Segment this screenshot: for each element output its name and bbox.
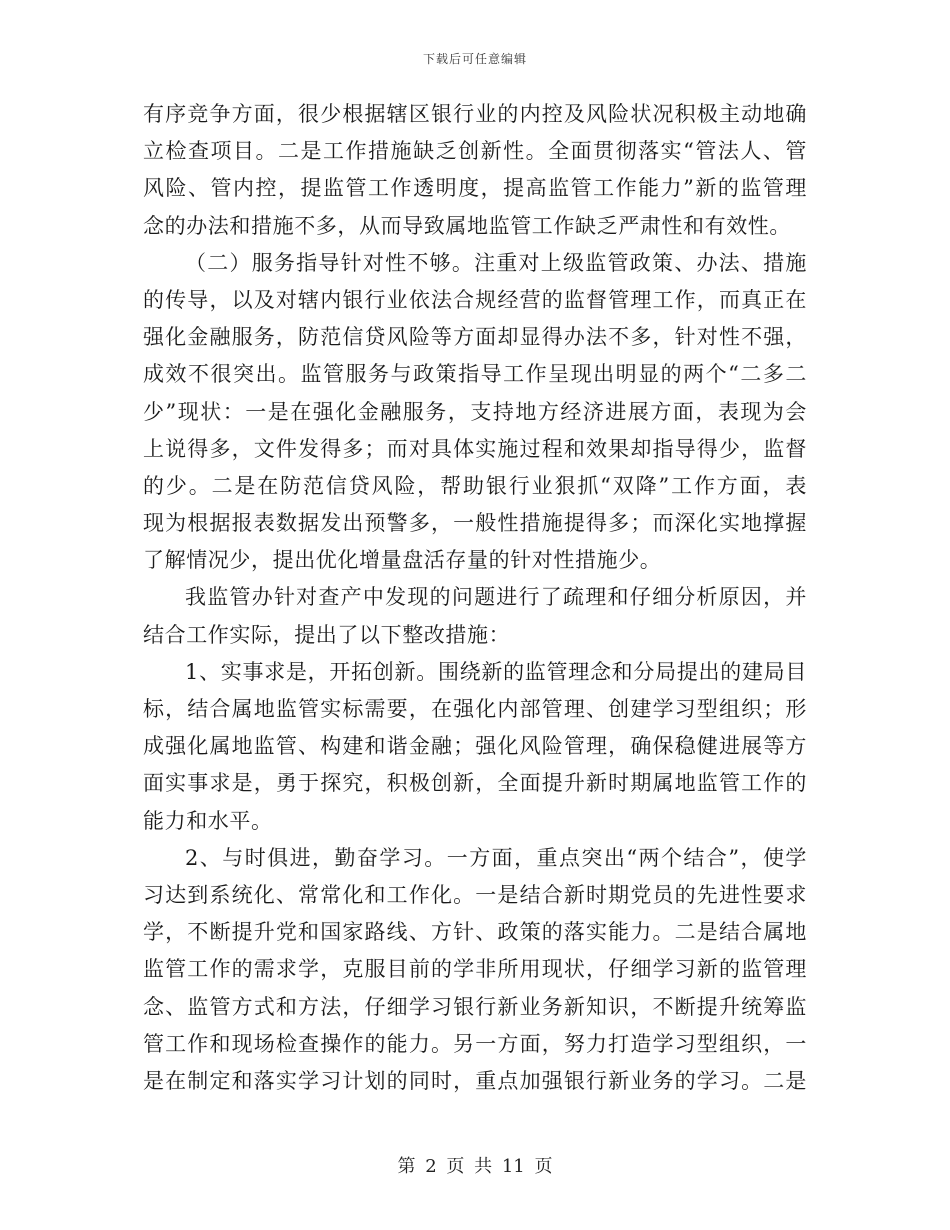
header-text: 下载后可任意编辑 <box>422 52 527 66</box>
text-line: 习达到系统化、常常化和工作化。一是结合新时期党员的先进性要求 <box>143 882 807 907</box>
text-line: 立检查项目。二是工作措施缺乏创新性。全面贯彻落实“管法人、管 <box>143 139 807 164</box>
text-line: 能力和水平。 <box>143 808 273 833</box>
text-line: 标，结合属地监管实标需要，在强化内部管理、创建学习型组织；形 <box>143 697 807 721</box>
text-line: 的少。二是在防范信贷风险，帮助银行业狠抓“双降”工作方面，表 <box>143 473 807 498</box>
page-footer <box>0 1152 950 1178</box>
text-line: 强化金融服务，防范信贷风险等方面却显得办法不多，针对性不强， <box>143 325 807 350</box>
text-line: 了解情况少，提出优化增量盘活存量的针对性措施少。 <box>143 548 662 573</box>
text-line: 现为根据报表数据发出预警多，一般性措施提得多；而深化实地撑握 <box>143 511 807 536</box>
text-line: 念、监管方式和方法，仔细学习银行新业务新知识，不断提升统筹监 <box>143 994 807 1019</box>
text-line: 成效不很突出。监管服务与政策指导工作呈现出明显的两个“二多二 <box>143 362 807 387</box>
text-line: 的传导，以及对辖内银行业依法合规经营的监督管理工作，而真正在 <box>143 287 807 312</box>
text-line: 少”现状：一是在强化金融服务，支持地方经济进展方面，表现为会 <box>143 399 807 424</box>
page-header <box>0 50 950 67</box>
text-line: 管工作和现场检查操作的能力。另一方面，努力打造学习型组织，一 <box>143 1031 807 1056</box>
text-line: 成强化属地监管、构建和谐金融；强化风险管理，确保稳健进展等方 <box>143 734 807 759</box>
text-line: 我监管办针对查产中发现的问题进行了疏理和仔细分析原因，并 <box>185 585 807 610</box>
text-line: 有序竞争方面，很少根据辖区银行业的内控及风险状况积极主动地确 <box>143 102 807 126</box>
text-line: 风险、管内控，提监管工作透明度，提高监管工作能力”新的监管理 <box>143 176 807 201</box>
text-line: 监管工作的需求学，克服目前的学非所用现状，仔细学习新的监管理 <box>143 957 807 982</box>
text-line: （二）服务指导针对性不够。注重对上级监管政策、办法、措施 <box>185 250 807 275</box>
text-line: 1、实事求是，开拓创新。围绕新的监管理念和分局提出的建局目 <box>185 659 807 684</box>
page-number-text: 第 2 页 共 11 页 <box>397 1156 553 1177</box>
text-line: 面实事求是，勇于探究，积极创新，全面提升新时期属地监管工作的 <box>143 771 807 796</box>
document-body <box>143 96 807 1100</box>
text-line: 是在制定和落实学习计划的同时，重点加强银行新业务的学习。二是 <box>143 1068 807 1093</box>
text-line: 上说得多，文件发得多；而对具体实施过程和效果却指导得少，监督 <box>143 436 807 461</box>
text-line: 念的办法和措施不多，从而导致属地监管工作缺乏严肃性和有效性。 <box>143 213 791 238</box>
text-line: 2、与时俱进，勤奋学习。一方面，重点突出“两个结合”，使学 <box>185 845 807 870</box>
text-line: 结合工作实际，提出了以下整改措施： <box>143 622 511 647</box>
text-line: 学，不断提升党和国家路线、方针、政策的落实能力。二是结合属地 <box>143 920 807 945</box>
